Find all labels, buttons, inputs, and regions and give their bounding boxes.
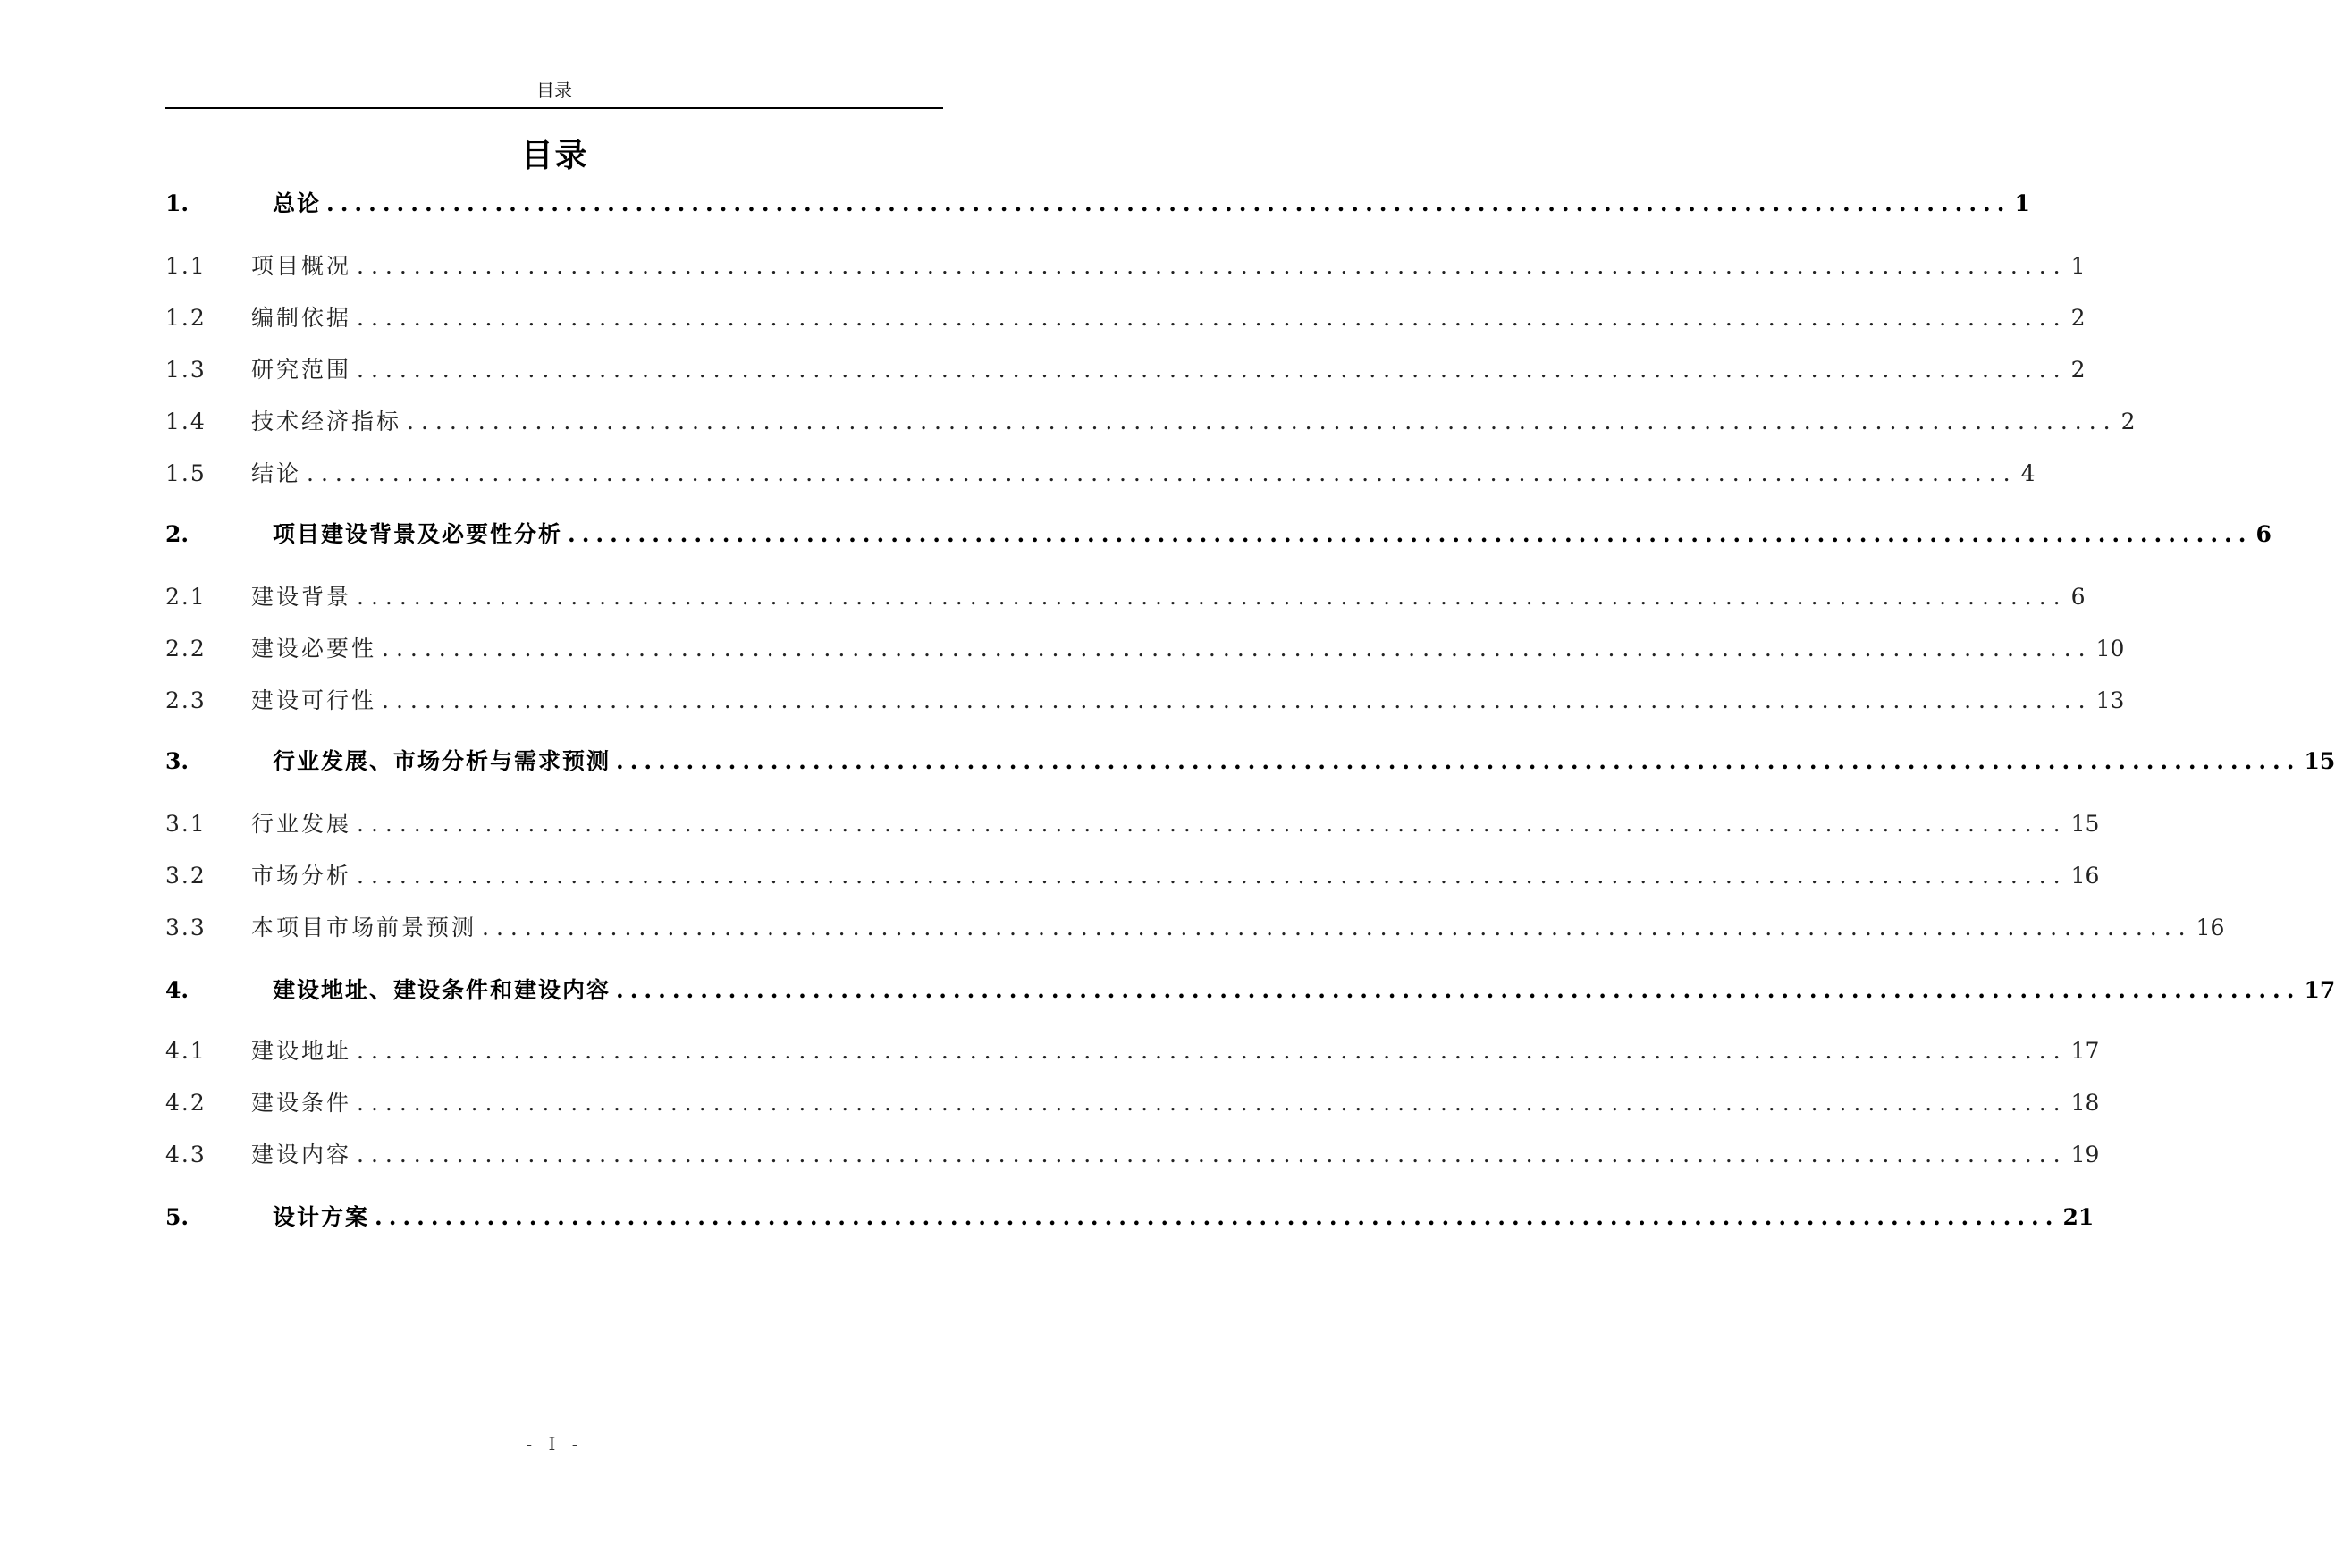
toc-entry-page: 10 [2095, 636, 2125, 662]
running-header: 目录 [536, 80, 572, 101]
toc-section-entry[interactable] [165, 858, 2100, 894]
toc-entry-label: 编制依据 [251, 305, 352, 331]
toc-entry-page: 1 [2014, 190, 2030, 216]
toc-entry-page: 16 [2070, 863, 2100, 889]
toc-section-entry[interactable] [165, 1033, 2100, 1069]
toc-entry-label: 本项目市场前景预测 [251, 915, 477, 940]
toc-dot-leader: ........................................................................................................................ [407, 409, 2118, 434]
toc-entry-number: 4. [165, 977, 190, 1003]
page-number: - I - [526, 1433, 584, 1454]
toc-entry-label: 技术经济指标 [251, 409, 402, 434]
toc-entry-number: 2. [165, 521, 190, 547]
toc-entry-number: 3. [165, 748, 190, 774]
toc-entry-page: 19 [2070, 1142, 2100, 1168]
toc-chapter-entry[interactable] [165, 517, 2272, 552]
toc-entry-number: 3.1 [165, 811, 207, 837]
toc-entry-label: 建设条件 [251, 1090, 352, 1116]
toc-entry-page: 16 [2196, 915, 2225, 940]
toc-chapter-entry[interactable] [165, 186, 2030, 222]
toc-dot-leader: ........................................................................................................................ [616, 748, 2301, 774]
toc-dot-leader: ........................................................................................................................ [357, 1090, 2068, 1116]
toc-dot-leader: ........................................................................................................................ [357, 1142, 2068, 1168]
toc-dot-leader: ........................................................................................................................ [307, 460, 2018, 486]
toc-dot-leader: ........................................................................................................................ [375, 1204, 2060, 1230]
toc-entry-label: 建设地址、建设条件和建设内容 [273, 977, 611, 1003]
toc-chapter-entry[interactable] [165, 1200, 2095, 1235]
toc-dot-leader: ........................................................................................................................ [357, 253, 2068, 279]
toc-entry-label: 结论 [251, 460, 302, 486]
toc-entry-page: 13 [2095, 687, 2125, 713]
toc-entry-label: 项目建设背景及必要性分析 [273, 521, 563, 547]
toc-entry-number: 2.1 [165, 584, 207, 610]
page-title: 目录 [520, 138, 589, 174]
toc-entry-page: 6 [2255, 521, 2272, 547]
toc-entry-number: 4.3 [165, 1142, 207, 1168]
toc-section-entry[interactable] [165, 631, 2125, 667]
toc-entry-label: 总论 [273, 190, 322, 216]
toc-dot-leader: ........................................................................................................................ [382, 636, 2093, 662]
toc-entry-number: 1.1 [165, 253, 207, 279]
toc-entry-number: 3.3 [165, 915, 207, 940]
toc-entry-number: 1.4 [165, 409, 207, 434]
toc-dot-leader: ........................................................................................................................ [357, 305, 2068, 331]
toc-section-entry[interactable] [165, 1085, 2100, 1121]
toc-entry-page: 4 [2020, 460, 2036, 486]
toc-section-entry[interactable] [165, 1137, 2100, 1173]
toc-entry-page: 2 [2120, 409, 2136, 434]
toc-entry-label: 建设内容 [251, 1142, 352, 1168]
toc-entry-page: 15 [2070, 811, 2100, 837]
toc-entry-number: 2.2 [165, 636, 207, 662]
toc-entry-number: 1.2 [165, 305, 207, 331]
toc-section-entry[interactable] [165, 910, 2225, 946]
toc-entry-number: 4.1 [165, 1038, 207, 1064]
toc-dot-leader: ........................................................................................................................ [357, 584, 2068, 610]
toc-entry-page: 15 [2304, 748, 2335, 774]
toc-entry-number: 1.3 [165, 357, 207, 383]
toc-chapter-entry[interactable] [165, 973, 2335, 1008]
toc-entry-page: 17 [2304, 977, 2335, 1003]
toc-section-entry[interactable] [165, 249, 2086, 284]
toc-section-entry[interactable] [165, 683, 2125, 719]
toc-dot-leader: ........................................................................................................................ [357, 863, 2068, 889]
toc-entry-number: 4.2 [165, 1090, 207, 1116]
toc-dot-leader: ........................................................................................................................ [326, 190, 2011, 216]
toc-entry-label: 研究范围 [251, 357, 352, 383]
toc-section-entry[interactable] [165, 806, 2100, 842]
toc-entry-label: 行业发展 [251, 811, 352, 837]
toc-dot-leader: ........................................................................................................................ [357, 811, 2068, 837]
toc-entry-label: 建设必要性 [251, 636, 377, 662]
toc-dot-leader: ........................................................................................................................ [382, 687, 2093, 713]
toc-entry-label: 项目概况 [251, 253, 352, 279]
toc-dot-leader: ........................................................................................................................ [357, 1038, 2068, 1064]
toc-entry-number: 1.5 [165, 460, 207, 486]
toc-entry-label: 市场分析 [251, 863, 352, 889]
toc-dot-leader: ........................................................................................................................ [616, 977, 2301, 1003]
toc-entry-label: 设计方案 [273, 1204, 370, 1230]
toc-section-entry[interactable] [165, 352, 2086, 388]
toc-dot-leader: ........................................................................................................................ [568, 521, 2253, 547]
toc-section-entry[interactable] [165, 404, 2136, 440]
toc-entry-page: 2 [2070, 357, 2086, 383]
toc-entry-number: 2.3 [165, 687, 207, 713]
toc-entry-number: 3.2 [165, 863, 207, 889]
toc-entry-page: 2 [2070, 305, 2086, 331]
toc-entry-label: 建设背景 [251, 584, 352, 610]
toc-entry-page: 1 [2070, 253, 2086, 279]
toc-entry-page: 18 [2070, 1090, 2100, 1116]
toc-entry-label: 建设可行性 [251, 687, 377, 713]
toc-entry-label: 行业发展、市场分析与需求预测 [273, 748, 611, 774]
toc-entry-label: 建设地址 [251, 1038, 352, 1064]
toc-entry-page: 6 [2070, 584, 2086, 610]
toc-chapter-entry[interactable] [165, 744, 2335, 780]
toc-dot-leader: ........................................................................................................................ [482, 915, 2193, 940]
toc-entry-page: 17 [2070, 1038, 2100, 1064]
toc-section-entry[interactable] [165, 300, 2086, 336]
toc-section-entry[interactable] [165, 579, 2086, 615]
toc-entry-page: 21 [2062, 1204, 2095, 1230]
toc-dot-leader: ........................................................................................................................ [357, 357, 2068, 383]
toc-entry-number: 5. [165, 1204, 190, 1230]
toc-section-entry[interactable] [165, 456, 2036, 492]
toc-entry-number: 1. [165, 190, 190, 216]
table-of-contents [165, 0, 2335, 1568]
